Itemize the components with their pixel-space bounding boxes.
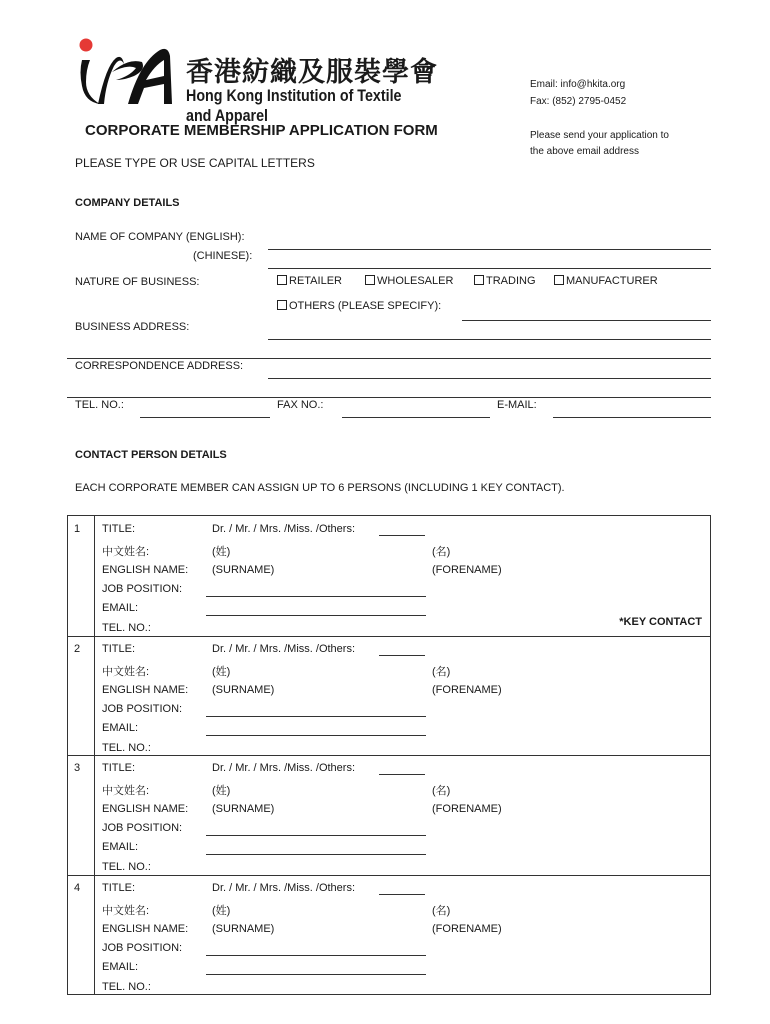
tel-label: TEL. NO.:	[102, 741, 151, 754]
contact-person-table	[67, 515, 711, 995]
title-options: Dr. / Mr. / Mrs. /Miss. /Others:	[212, 881, 356, 894]
forename-zh-label: (名)	[432, 785, 451, 797]
forename-label: (FORENAME)	[432, 683, 502, 696]
chinese-name-label: 中文姓名:	[102, 904, 150, 917]
forename-zh-label: (名)	[432, 665, 451, 678]
company-name-chinese-label: (CHINESE):	[193, 250, 253, 262]
title-options: Dr. / Mr. / Mrs. /Miss. /Others:	[212, 762, 356, 774]
surname-label: (SURNAME)	[212, 683, 275, 696]
forename-label: (FORENAME)	[432, 564, 502, 576]
tel-label: TEL. NO.:	[102, 622, 151, 634]
chinese-name-label: 中文姓名:	[102, 546, 150, 558]
surname-zh-label: (姓)	[212, 904, 231, 917]
option-manufacturer[interactable]: MANUFACTURER	[554, 275, 658, 287]
business-address-field-2[interactable]	[67, 358, 711, 359]
row-number: 2	[74, 642, 81, 655]
title-others-field[interactable]	[379, 774, 425, 775]
form-title: CORPORATE MEMBERSHIP APPLICATION FORM	[85, 122, 438, 139]
send-note-line1: Please send your application to	[530, 130, 669, 141]
contact-person-note: EACH CORPORATE MEMBER CAN ASSIGN UP TO 6 PERSONS (INCLUDING 1 KEY CONTACT).	[75, 482, 565, 494]
title-label: TITLE:	[102, 642, 136, 655]
email-field[interactable]	[206, 735, 426, 736]
job-position-field[interactable]	[206, 716, 426, 717]
option-trading[interactable]: TRADING	[474, 275, 536, 287]
chinese-name-label: 中文姓名:	[102, 665, 150, 678]
title-options: Dr. / Mr. / Mrs. /Miss. /Others:	[212, 642, 356, 655]
email-label: EMAIL:	[102, 721, 139, 734]
forename-label: (FORENAME)	[432, 922, 502, 935]
tel-label: TEL. NO.:	[102, 861, 151, 873]
option-retailer[interactable]: RETAILER	[277, 275, 342, 287]
key-contact-label: *KEY CONTACT	[619, 616, 702, 628]
forename-zh-label: (名)	[432, 546, 451, 558]
checkbox-icon	[277, 300, 287, 310]
english-name-label: ENGLISH NAME:	[102, 564, 189, 576]
others-specify-field[interactable]	[462, 320, 711, 321]
english-name-label: ENGLISH NAME:	[102, 922, 189, 935]
email-label: EMAIL:	[102, 960, 139, 973]
company-name-english-field[interactable]	[268, 249, 711, 250]
row-divider	[68, 755, 710, 756]
job-position-label: JOB POSITION:	[102, 583, 183, 595]
email-field[interactable]	[553, 417, 711, 418]
title-label: TITLE:	[102, 762, 136, 774]
row-divider	[68, 636, 710, 637]
checkbox-icon	[365, 275, 375, 285]
row-number: 3	[74, 762, 81, 774]
email-field[interactable]	[206, 615, 426, 616]
checkbox-icon	[277, 275, 287, 285]
tel-label: TEL. NO.:	[102, 980, 151, 993]
forename-label: (FORENAME)	[432, 803, 502, 815]
chinese-name-label: 中文姓名:	[102, 785, 150, 797]
fax-label: FAX NO.:	[277, 399, 324, 411]
job-position-field[interactable]	[206, 596, 426, 597]
option-others[interactable]: OTHERS (PLEASE SPECIFY):	[277, 300, 441, 312]
email-field[interactable]	[206, 854, 426, 855]
contact-person-heading: CONTACT PERSON DETAILS	[75, 449, 227, 461]
company-name-chinese-field[interactable]	[268, 268, 711, 269]
form-instruction: PLEASE TYPE OR USE CAPITAL LETTERS	[75, 156, 315, 170]
english-name-label: ENGLISH NAME:	[102, 683, 189, 696]
job-position-field[interactable]	[206, 835, 426, 836]
logo-english-name: Hong Kong Institution of Textile and Apparel	[186, 86, 402, 125]
row-number: 4	[74, 881, 81, 894]
correspondence-address-label: CORRESPONDENCE ADDRESS:	[75, 360, 244, 372]
ita-logo-mark	[76, 36, 176, 108]
nature-of-business-label: NATURE OF BUSINESS:	[75, 276, 200, 288]
forename-zh-label: (名)	[432, 904, 451, 917]
business-address-label: BUSINESS ADDRESS:	[75, 321, 190, 333]
option-wholesaler[interactable]: WHOLESALER	[365, 275, 453, 287]
contact-email: Email: info@hkita.org	[530, 79, 626, 90]
correspondence-address-field-2[interactable]	[67, 397, 711, 398]
contact-fax: Fax: (852) 2795-0452	[530, 96, 627, 107]
title-others-field[interactable]	[379, 655, 425, 656]
surname-zh-label: (姓)	[212, 546, 231, 558]
surname-label: (SURNAME)	[212, 803, 275, 815]
title-options: Dr. / Mr. / Mrs. /Miss. /Others:	[212, 523, 356, 535]
title-others-field[interactable]	[379, 894, 425, 895]
surname-label: (SURNAME)	[212, 922, 275, 935]
checkbox-icon	[474, 275, 484, 285]
title-label: TITLE:	[102, 881, 136, 894]
fax-field[interactable]	[342, 417, 490, 418]
tel-label: TEL. NO.:	[75, 399, 124, 411]
correspondence-address-field-1[interactable]	[268, 378, 711, 379]
email-label: EMAIL:	[102, 841, 139, 853]
title-label: TITLE:	[102, 523, 136, 535]
surname-zh-label: (姓)	[212, 665, 231, 678]
business-address-field-1[interactable]	[268, 339, 711, 340]
email-label: EMAIL:	[102, 602, 139, 614]
surname-zh-label: (姓)	[212, 785, 231, 797]
send-note-line2: the above email address	[530, 146, 639, 157]
job-position-label: JOB POSITION:	[102, 941, 183, 954]
logo-chinese-name: 香港紡織及服裝學會	[186, 57, 438, 88]
job-position-field[interactable]	[206, 955, 426, 956]
row-divider	[68, 875, 710, 876]
email-field[interactable]	[206, 974, 426, 975]
email-label: E-MAIL:	[497, 399, 537, 411]
english-name-label: ENGLISH NAME:	[102, 803, 189, 815]
row-number: 1	[74, 523, 81, 535]
company-details-heading: COMPANY DETAILS	[75, 197, 180, 209]
surname-label: (SURNAME)	[212, 564, 275, 576]
company-name-english-label: NAME OF COMPANY (ENGLISH):	[75, 231, 245, 243]
job-position-label: JOB POSITION:	[102, 702, 183, 715]
checkbox-icon	[554, 275, 564, 285]
title-others-field[interactable]	[379, 535, 425, 536]
tel-field[interactable]	[140, 417, 270, 418]
institution-logo	[76, 36, 456, 125]
job-position-label: JOB POSITION:	[102, 822, 183, 834]
